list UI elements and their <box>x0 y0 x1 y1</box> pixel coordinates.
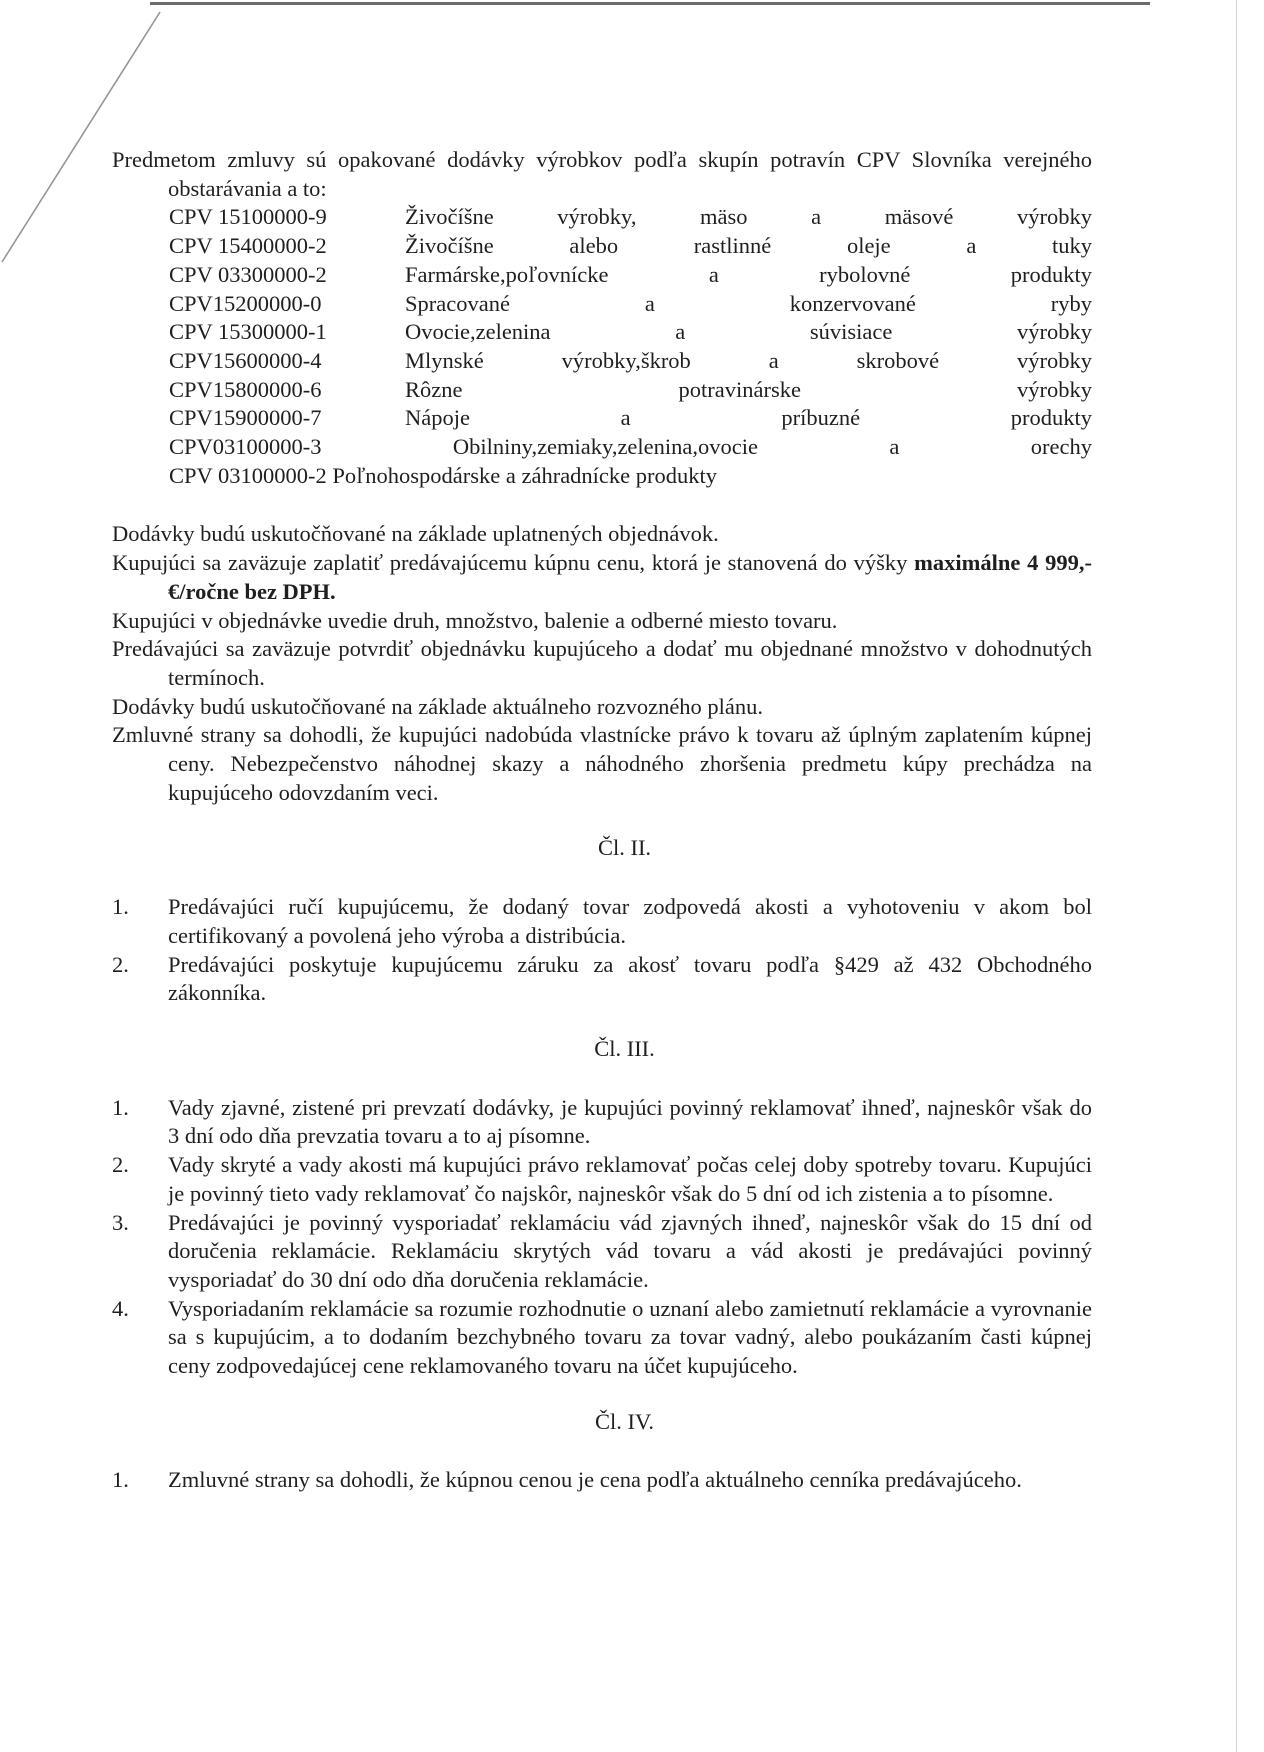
article-heading: Čl. II. <box>597 835 652 861</box>
cpv-item <box>112 232 1092 261</box>
item-number: 1. <box>112 1467 129 1493</box>
item-number: 1. <box>112 1094 129 1120</box>
cpv-item <box>112 261 1092 290</box>
cpv-item <box>112 404 1092 433</box>
cpv-code: CPV 15100000-9 <box>169 204 327 230</box>
cpv-code: CPV15800000-6 <box>169 376 322 402</box>
article-item <box>112 1094 1092 1151</box>
price-text: Kupujúci sa zaväzuje zaplatiť predávajúcemu kúpnu cenu, ktorá je stanovená do výšky <box>112 550 908 576</box>
cpv-item-combined <box>112 462 1092 491</box>
article-3 <box>112 1035 1092 1381</box>
paragraph-ownership: Zmluvné strany sa dohodli, že kupujúci nadobúda vlastnícke právo k tovaru až úplným zaplatením kúpnej ceny. Nebezpečenstvo náhodnej skazy a náhodného zhoršenia predmetu kúpy prechádza na kupujúceho odovzdaním veci. <box>112 722 1092 805</box>
item-number: 1. <box>112 894 129 920</box>
cpv-description: Spracované a konzervované ryby <box>405 290 1092 316</box>
cpv-description: Mlynské výrobky,škrob a skrobové výrobky <box>405 347 1092 373</box>
article-heading: Čl. III. <box>594 1035 655 1061</box>
paragraph-delivery-plan: Dodávky budú uskutočňované na základe aktuálneho rozvozného plánu. <box>112 693 764 719</box>
paragraph-price <box>112 549 1092 606</box>
article-item <box>112 1151 1092 1208</box>
article-item <box>112 1466 1092 1495</box>
article-item <box>112 1209 1092 1295</box>
cpv-code: CPV 15400000-2 <box>169 233 327 259</box>
paragraph-order-content: Kupujúci v objednávke uvedie druh, množstvo, balenie a odberné miesto tovaru. <box>112 607 838 633</box>
cpv-code: CPV 15300000-1 <box>169 319 327 345</box>
item-text: Predávajúci je povinný vysporiadať reklamáciu vád zjavných ihneď, najneskôr však do 15 dní od doručenia reklamácie. Reklamáciu skrytých vád tovaru a vád akosti je predávajúci povinný vysporiadať do 30 dní odo dňa doručenia reklamácie. <box>168 1209 1092 1292</box>
cpv-item <box>112 203 1092 232</box>
document-body <box>112 146 1092 1495</box>
cpv-item <box>112 376 1092 405</box>
item-number: 4. <box>112 1295 129 1321</box>
article-item <box>112 893 1092 950</box>
cpv-code: CPV15600000-4 <box>169 347 322 373</box>
item-text: Predávajúci poskytuje kupujúcemu záruku za akosť tovaru podľa §429 až 432 Obchodného zákonníka. <box>168 951 1092 1006</box>
item-text: Vady zjavné, zistené pri prevzatí dodávky, je kupujúci povinný reklamovať ihneď, najneskôr však do 3 dní odo dňa prevzatia tovaru a to aj písomne. <box>168 1094 1092 1149</box>
cpv-description: Farmárske,poľovnícke a rybolovné produkty <box>405 261 1092 287</box>
item-number: 3. <box>112 1209 129 1235</box>
article-4 <box>112 1408 1092 1495</box>
item-text: Vady skryté a vady akosti má kupujúci právo reklamovať počas celej doby spotreby tovaru. Kupujúci je povinný tieto vady reklamovať čo najskôr, najneskôr však do 5 dní od ich zistenia a to písomne. <box>168 1152 1092 1206</box>
article-item <box>112 1295 1092 1381</box>
item-number: 2. <box>112 1152 129 1178</box>
paragraph-confirmation: Predávajúci sa zaväzuje potvrdiť objednávku kupujúceho a dodať mu objednané množstvo v dohodnutých termínoch. <box>112 636 1092 690</box>
article-heading: Čl. IV. <box>595 1408 654 1434</box>
cpv-item <box>112 318 1092 347</box>
paragraph-orders: Dodávky budú uskutočňované na základe uplatnených objednávok. <box>112 521 719 547</box>
cpv-description: Rôzne potravinárske výrobky <box>405 376 1092 402</box>
item-number: 2. <box>112 951 129 977</box>
scan-edge-right <box>1236 0 1237 1752</box>
item-text: Zmluvné strany sa dohodli, že kúpnou cenou je cena podľa aktuálneho cenníka predávajúceho. <box>168 1467 1022 1493</box>
cpv-item <box>112 347 1092 376</box>
cpv-description: Ovocie,zelenina a súvisiace výrobky <box>405 319 1092 345</box>
cpv-description: Živočíšne výrobky, mäso a mäsové výrobky <box>405 204 1092 230</box>
cpv-description: Živočíšne alebo rastlinné oleje a tuky <box>405 233 1092 259</box>
item-text: Vysporiadaním reklamácie sa rozumie rozhodnutie o uznaní alebo zamietnutí reklamácie a vyrovnanie sa s kupujúcim, a to dodaním bezchybného tovaru za tovar vadný, alebo poukázaním časti kúpnej ceny zodpovedajúcej cene reklamovaného tovaru na účet kupujúceho. <box>168 1295 1092 1379</box>
cpv-description: Nápoje a príbuzné produkty <box>405 405 1092 431</box>
cpv-combined-line: CPV03100000-3 Obilniny,zemiaky,zelenina,ovocie a orechy <box>169 434 1092 460</box>
article-item <box>112 951 1092 1008</box>
price-amount: maximálne 4 999,- €/ročne bez DPH. <box>168 550 1093 604</box>
cpv-code: CPV 03300000-2 <box>169 261 327 287</box>
cpv-item <box>112 290 1092 319</box>
cpv-item-combined <box>112 433 1092 462</box>
article-2 <box>112 834 1092 1008</box>
cpv-combined-line: CPV 03100000-2 Poľnohospodárske a záhradnícke produkty <box>169 462 718 488</box>
cpv-code: CPV15200000-0 <box>169 290 322 316</box>
scan-edge-top <box>150 2 1150 5</box>
cpv-code: CPV15900000-7 <box>169 405 322 431</box>
item-text: Predávajúci ručí kupujúcemu, že dodaný tovar zodpovedá akosti a vyhotoveniu v akom bol certifikovaný a povolená jeho výroba a distribúcia. <box>168 894 1092 948</box>
cpv-list <box>112 203 1092 490</box>
intro-paragraph: Predmetom zmluvy sú opakované dodávky výrobkov podľa skupín potravín CPV Slovníka verejného obstarávania a to: <box>112 147 1092 201</box>
